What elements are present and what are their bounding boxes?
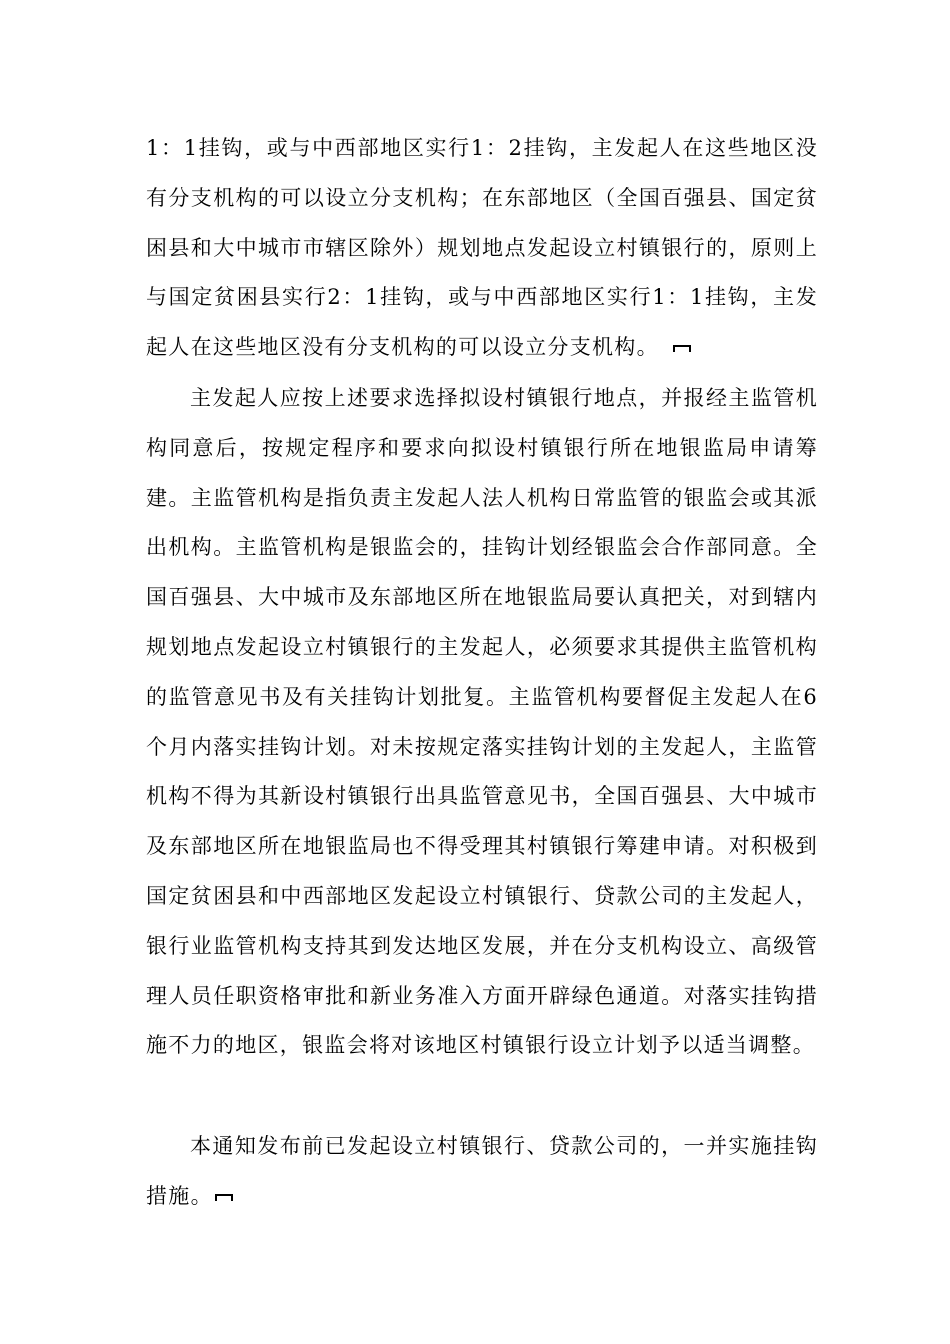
paragraph-1 (146, 124, 818, 373)
paragraph-3-text: 本通知发布前已发起设立村镇银行、贷款公司的，一并实施挂钩措施。 (146, 1134, 818, 1208)
paragraph-mark-icon (673, 345, 691, 352)
paragraph-2 (146, 374, 818, 1071)
paragraph-2-text: 主发起人应按上述要求选择拟设村镇银行地点，并报经主监管机构同意后，按规定程序和要求向拟设村镇银行所在地银监局申请筹建。主监管机构是指负责主发起人法人机构日常监管的银监会或其派出机构。主监管机构是银监会的，挂钩计划经银监会合作部同意。全国百强县、大中城市及东部地区所在地银监局要认真把关，对到辖内规划地点发起设立村镇银行的主发起人，必须要求其提供主监管机构的监管意见书及有关挂钩计划批复。主监管机构要督促主发起人在6个月内落实挂钩计划。对未按规定落实挂钩计划的主发起人，主监管机构不得为其新设村镇银行出具监管意见书，全国百强县、大中城市及东部地区所在地银监局也不得受理其村镇银行筹建申请。对积极到国定贫困县和中西部地区发起设立村镇银行、贷款公司的主发起人，银行业监管机构支持其到发达地区发展，并在分支机构设立、高级管理人员任职资格审批和新业务准入方面开辟绿色通道。对落实挂钩措施不力的地区，银监会将对该地区村镇银行设立计划予以适当调整。 (146, 386, 818, 1058)
paragraph-mark-icon (215, 1194, 233, 1201)
paragraph-3 (146, 1122, 818, 1222)
paragraph-1-text: 1：1挂钩，或与中西部地区实行1：2挂钩，主发起人在这些地区没有分支机构的可以设立分支机构；在东部地区（全国百强县、国定贫困县和大中城市市辖区除外）规划地点发起设立村镇银行的，原则上与国定贫困县实行2：1挂钩，或与中西部地区实行1：1挂钩，主发起人在这些地区没有分支机构的可以设立分支机构。 (146, 136, 818, 360)
